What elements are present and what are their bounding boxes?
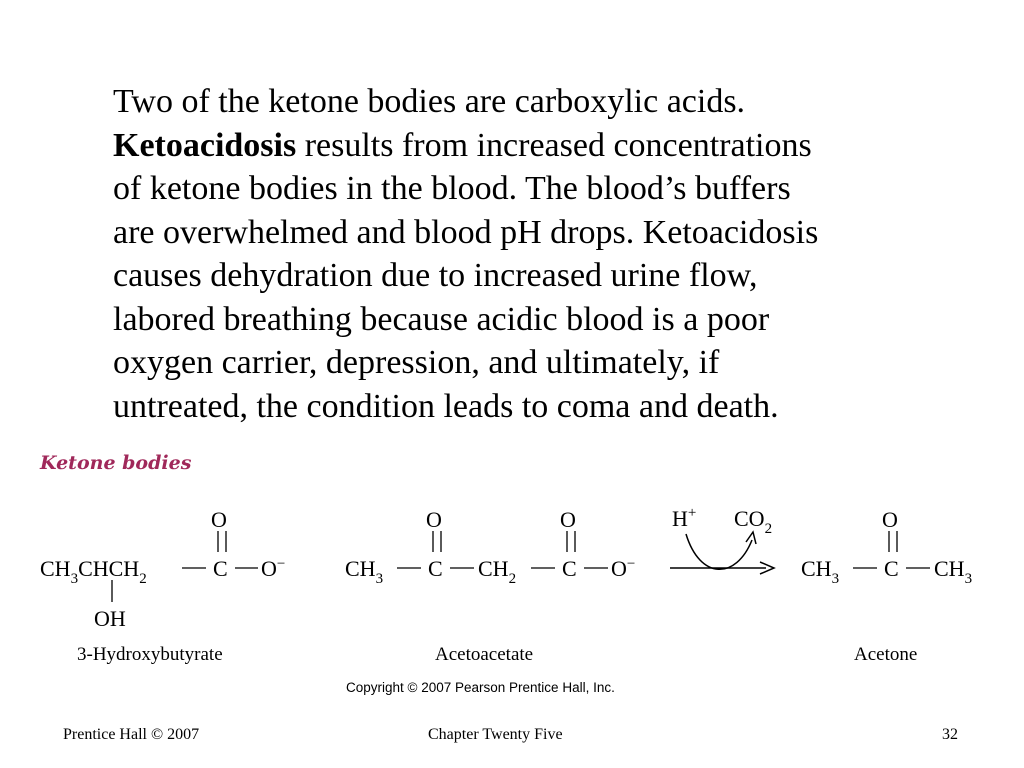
methylene-group: $CH_2$ (478, 556, 517, 587)
body-line-3: of ketone bodies in the blood. The blood’s buffers (113, 170, 791, 207)
methyl-group: $CH_3$ (801, 556, 840, 587)
ketone-carbon: C (428, 556, 443, 581)
body-line-2 (113, 124, 993, 168)
ketone-oxygen: O (882, 507, 898, 532)
body-line-4: are overwhelmed and blood pH drops. Ketoacidosis (113, 213, 819, 251)
body-line-8: untreated, the condition leads to coma and death. (113, 387, 779, 425)
body-line-6: labored breathing because acidic blood is a poor (113, 300, 770, 338)
compound-name-hydroxybutyrate: 3-Hydroxybutyrate (77, 644, 223, 665)
page-number: 32 (942, 726, 958, 743)
carbon-dioxide-label: $CO_2$ (734, 506, 773, 537)
methyl-group: $CH_3$ (934, 556, 973, 587)
footer-chapter: Chapter Twenty Five (428, 726, 563, 743)
body-paragraph (113, 80, 993, 428)
body-line-7: oxygen carrier, depression, and ultimately, if (113, 344, 720, 381)
carboxylate-oxygen: O− (261, 556, 286, 581)
methyl-group: $CH_3$ (345, 556, 384, 587)
copyright-notice: Copyright © 2007 Pearson Prentice Hall, Inc. (346, 680, 615, 695)
footer-publisher: Prentice Hall © 2007 (63, 726, 200, 743)
compound-name-acetoacetate: Acetoacetate (435, 644, 534, 665)
body-line-1: Two of the ketone bodies are carboxylic acids. (113, 83, 746, 120)
key-term: Ketoacidosis (113, 126, 297, 164)
body-line-5: causes dehydration due to increased urine flow, (113, 257, 758, 294)
hydroxybutyrate-chain: $CH_3CHCH_2$ (40, 556, 147, 587)
ketone-oxygen: O (426, 507, 442, 532)
carbonyl-carbon: C (562, 556, 577, 581)
carboxylate-oxygen: O− (611, 556, 636, 581)
ketone-bodies-figure (0, 490, 1024, 670)
proton-label: H+ (672, 505, 697, 531)
hydroxyl-group: OH (94, 606, 126, 631)
ketone-carbon: C (884, 556, 899, 581)
carbonyl-oxygen: O (560, 507, 576, 532)
carbonyl-oxygen: O (211, 507, 227, 532)
reaction-arrow (670, 532, 774, 574)
body-line-2-rest: results from increased concentrations (296, 126, 812, 164)
carbonyl-carbon: C (213, 556, 228, 581)
figure-heading: Ketone bodies (40, 452, 192, 474)
compound-name-acetone: Acetone (854, 644, 918, 665)
